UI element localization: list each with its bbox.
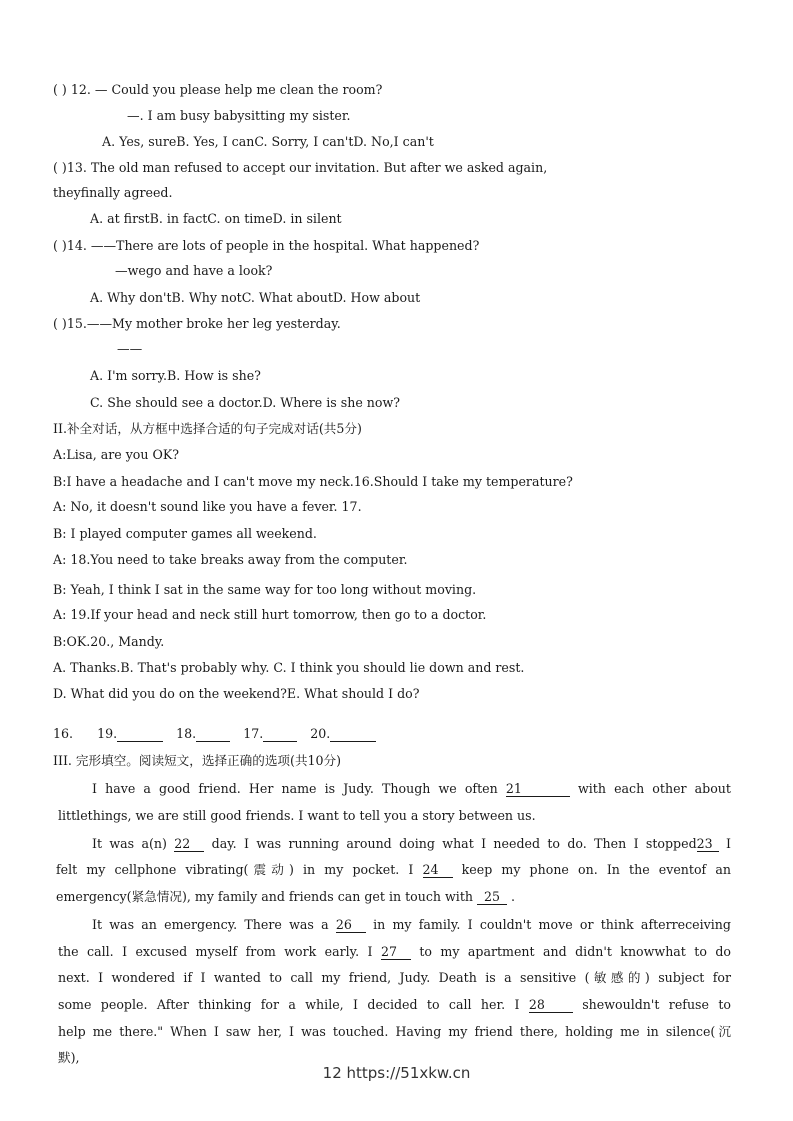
cloze-blank-23[interactable]: 23 <box>697 837 719 852</box>
passage-text: shewouldn't refuse to <box>582 997 731 1012</box>
q13-options: A. at firstB. in factC. on timeD. in silent <box>90 211 342 226</box>
dialogue-line: B:OK.20., Mandy. <box>53 634 165 649</box>
passage-text: with each other about <box>577 781 731 796</box>
q14-stem: ( )14. ——There are lots of people in the hospital. What happened? <box>53 238 480 253</box>
passage-p2-line2 <box>56 862 731 878</box>
q14-options: A. Why don'tB. Why notC. What aboutD. How about <box>90 290 421 305</box>
dialogue-line: A: 19.If your head and neck still hurt tomorrow, then go to a doctor. <box>53 607 487 622</box>
dialogue-line: A: 18.You need to take breaks away from the computer. <box>53 552 408 567</box>
passage-p3-line6: 默), <box>58 1050 80 1065</box>
answer-options-line1: A. Thanks.B. That's probably why. C. I think you should lie down and rest. <box>53 660 525 675</box>
passage-p1-line1 <box>92 781 731 797</box>
q15-stem: ( )15.——My mother broke her leg yesterday. <box>53 316 341 331</box>
passage-p3-line1 <box>92 917 731 933</box>
cloze-blank-26[interactable]: 26 <box>336 918 366 933</box>
blank-label-17: 17. <box>243 726 264 741</box>
answer-blank-20[interactable] <box>330 727 376 742</box>
q15-options-line1: A. I'm sorry.B. How is she? <box>90 368 261 383</box>
passage-p2-line3 <box>56 889 515 905</box>
cloze-blank-27[interactable]: 27 <box>381 945 411 960</box>
passage-text: some people. After thinking for a while, I decided to call her. I <box>58 997 520 1012</box>
answer-blank-17[interactable] <box>263 727 297 742</box>
dialogue-line: B:I have a headache and I can't move my neck.16.Should I take my temperature? <box>53 474 573 489</box>
q15-reply: —— <box>117 341 143 356</box>
blank-label-20: 20. <box>310 726 331 741</box>
cloze-blank-28[interactable]: 28 <box>529 998 573 1013</box>
passage-text: keep my phone on. In the eventof an <box>461 862 731 877</box>
passage-text: emergency(紧急情况), my family and friends can get in touch with <box>56 889 473 904</box>
passage-text: felt my cellphone vibrating(震动) in my pocket. I <box>56 862 414 877</box>
passage-p3-line4 <box>58 997 731 1013</box>
blank-label-16: 16. <box>53 726 74 741</box>
cloze-blank-25[interactable]: 25 <box>477 890 507 905</box>
dialogue-line: B: I played computer games all weekend. <box>53 526 317 541</box>
q15-options-line2: C. She should see a doctor.D. Where is she now? <box>90 395 400 410</box>
answer-blank-19[interactable] <box>117 727 163 742</box>
passage-p3-line3: next. I wondered if I wanted to call my friend, Judy. Death is a sensitive (敏感的) subject for <box>58 970 731 985</box>
answer-blank-18[interactable] <box>196 727 230 742</box>
blank-label-18: 18. <box>176 726 197 741</box>
blank-label-19: 19. <box>97 726 118 741</box>
cloze-blank-24[interactable]: 24 <box>423 863 453 878</box>
page-footer: 12 https://51xkw.cn <box>322 1064 471 1082</box>
cloze-blank-21[interactable]: 21 <box>506 782 570 797</box>
passage-text: . <box>511 889 516 904</box>
q14-reply: —wego and have a look? <box>115 263 273 278</box>
passage-text: in my family. I couldn't move or think afterreceiving <box>373 917 731 932</box>
q12-options: A. Yes, sureB. Yes, I canC. Sorry, I can'tD. No,I can't <box>102 134 434 149</box>
passage-p3-line5: help me there." When I saw her, I was touched. Having my friend there, holding me in silence(沉 <box>58 1024 731 1039</box>
passage-text: I have a good friend. Her name is Judy. Though we often <box>92 781 498 796</box>
answer-options-line2: D. What did you do on the weekend?E. What should I do? <box>53 686 420 701</box>
dialogue-line: A: No, it doesn't sound like you have a fever. 17. <box>53 499 362 514</box>
passage-p2-line1 <box>92 836 731 852</box>
section3-heading: III. 完形填空。阅读短文，选择正确的选项(共10分) <box>53 753 342 768</box>
dialogue-line: A:Lisa, are you OK? <box>53 447 179 462</box>
passage-p3-line2 <box>58 944 731 960</box>
q12-reply: —. I am busy babysitting my sister. <box>127 108 351 123</box>
passage-text: day. I was running around doing what I needed to do. Then I stopped <box>211 836 697 851</box>
passage-text: I <box>726 836 731 851</box>
q13-stem-line1: ( )13. The old man refused to accept our invitation. But after we asked again, <box>53 160 548 175</box>
passage-p1-line2: littlethings, we are still good friends. I want to tell you a story between us. <box>58 808 536 823</box>
answer-blanks-line <box>53 726 376 742</box>
passage-text: It was a(n) <box>92 836 167 851</box>
passage-text: It was an emergency. There was a <box>92 917 329 932</box>
q13-stem-line2: theyfinally agreed. <box>53 185 173 200</box>
q12-stem: ( ) 12. — Could you please help me clean the room? <box>53 82 383 97</box>
passage-text: the call. I excused myself from work early. I <box>58 944 373 959</box>
passage-text: to my apartment and didn't knowwhat to do <box>419 944 731 959</box>
dialogue-line: B: Yeah, I think I sat in the same way for too long without moving. <box>53 582 477 597</box>
section2-heading: II.补全对话，从方框中选择合适的句子完成对话(共5分) <box>53 421 362 436</box>
cloze-blank-22[interactable]: 22 <box>174 837 204 852</box>
